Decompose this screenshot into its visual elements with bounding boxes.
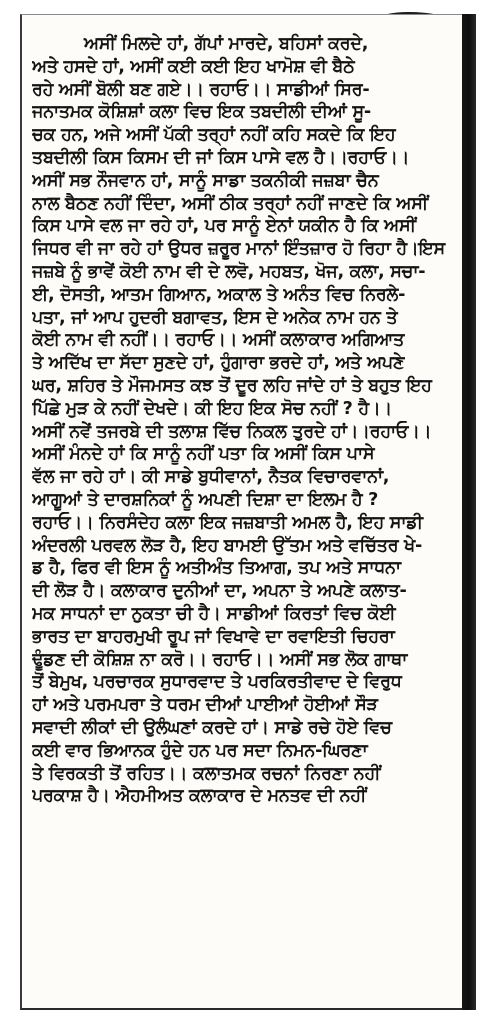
text-line: ਜਨਾਤਮਕ ਕੋਸ਼ਿਸ਼ਾਂ ਕਲਾ ਵਿਚ ਇਕ ਤਬਦੀਲੀ ਦੀਆਂ ਸੂ- [32, 102, 371, 123]
text-line: ਘਰ, ਸ਼ਹਿਰ ਤੇ ਮੌਜਮਸਤ ਕਝ ਤੋਂ ਦੂਰ ਲਹਿ ਜਾਂਦੇ ਹਾਂ ਤੇ ਬਹੁਤ ਇਹ [32, 375, 432, 396]
text-line: ਕੋਈ ਨਾਮ ਵੀ ਨਹੀਂ।। ਰਹਾਓ।। ਅਸੀਂ ਕਲਾਕਾਰ ਅਗਿਆਤ [32, 330, 405, 351]
text-line: ਜਿਧਰ ਵੀ ਜਾ ਰਹੇ ਹਾਂ ਉਧਰ ਜ਼ਰੂਰ ਮਾਨਾਂ ਇੰਤਜ਼ਾਰ ਹੋ ਰਿਹਾ ਹੈ।ਇਸ [32, 239, 445, 260]
text-line: ਤੋਂ ਬੇਮੁਖ, ਪਰਚਾਰਕ ਸੁਧਾਰਵਾਦ ਤੇ ਪਰਕਿਰਤੀਵਾਦ ਦੇ ਵਿਰੁਧ [32, 672, 402, 693]
text-line: ਆਗੂਆਂ ਤੇ ਦਾਰਸ਼ਨਿਕਾਂ ਨੂੰ ਅਪਣੀ ਦਿਸ਼ਾ ਦਾ ਇਲਮ ਹੈ ? [32, 489, 379, 510]
text-line: ਤੇ ਅਦਿੱਖ ਦਾ ਸੱਦਾ ਸੁਣਦੇ ਹਾਂ, ਹੁੰਗਾਰਾ ਭਰਦੇ ਹਾਂ, ਅਤੇ ਅਪਣੇ [32, 353, 405, 374]
text-line: ਅਸੀਂ ਮੰਨਦੇ ਹਾਂ ਕਿ ਸਾਨੂੰ ਨਹੀਂ ਪਤਾ ਕਿ ਅਸੀਂ ਕਿਸ ਪਾਸੇ [32, 444, 375, 465]
text-line: ਅਸੀਂ ਮਿਲਦੇ ਹਾਂ, ਗੱਪਾਂ ਮਾਰਦੇ, ਬਹਿਸਾਂ ਕਰਦੇ, [84, 34, 369, 54]
text-line: ਤੇ ਵਿਰਕਤੀ ਤੋਂ ਰਹਿਤ।। ਕਲਾਤਮਕ ਰਚਨਾਂ ਨਿਰਣਾ ਨਹੀਂ [32, 763, 381, 784]
text-line: ਤਬਦੀਲੀ ਕਿਸ ਕਿਸਮ ਦੀ ਜਾਂ ਕਿਸ ਪਾਸੇ ਵਲ ਹੈ।।ਰਹਾਓ।। [32, 147, 410, 168]
text-line: ਮਕ ਸਾਧਨਾਂ ਦਾ ਨੁਕਤਾ ਚੀ ਹੈ। ਸਾਡੀਆਂ ਕਿਰਤਾਂ ਵਿਚ ਕੋਈ [32, 603, 396, 624]
text-line: ਰਹਾਓ।। ਨਿਰਸੰਦੇਹ ਕਲਾ ਇਕ ਜਜ਼ਬਾਤੀ ਅਮਲ ਹੈ, ਇਹ ਸਾਡੀ [32, 512, 423, 533]
text-line: ਡ ਹੈ, ਫਿਰ ਵੀ ਇਸ ਨੂੰ ਅਤੀਅੰਤ ਤਿਆਗ, ਤਪ ਅਤੇ ਸਾਧਨਾ [32, 558, 401, 579]
text-line: ਚਕ ਹਨ, ਅਜੇ ਅਸੀਂ ਪੱਕੀ ਤਰ੍ਹਾਂ ਨਹੀਂ ਕਹਿ ਸਕਦੇ ਕਿ ਇਹ [32, 125, 396, 146]
text-line: ਕਿਸ ਪਾਸੇ ਵਲ ਜਾ ਰਹੇ ਹਾਂ, ਪਰ ਸਾਨੂੰ ਏਨਾਂ ਯਕੀਨ ਹੈ ਕਿ ਅਸੀਂ [32, 216, 416, 237]
text-line: ਵੱਲ ਜਾ ਰਹੇ ਹਾਂ। ਕੀ ਸਾਡੇ ਬੁਧੀਵਾਨਾਂ, ਨੈਤਕ ਵਿਚਾਰਵਾਨਾਂ, [32, 467, 390, 488]
text-line: ਪਿੱਛੇ ਮੁੜ ਕੇ ਨਹੀਂ ਦੇਖਦੇ। ਕੀ ਇਹ ਇਕ ਸੋਚ ਨਹੀਂ ? ਹੈ।। [32, 398, 392, 419]
text-line: ਹਾਂ ਅਤੇ ਪਰਮਪਰਾ ਤੇ ਧਰਮ ਦੀਆਂ ਪਾਈਆਂ ਹੋਈਆਂ ਸੌੜ [32, 695, 378, 716]
text-line: ਪਰਕਾਸ਼ ਹੈ। ਐਹਮੀਅਤ ਕਲਾਕਾਰ ਦੇ ਮਨਤਵ ਦੀ ਨਹੀਂ [32, 786, 367, 807]
text-line: ਕਈ ਵਾਰ ਭਿਆਨਕ ਹੁੰਦੇ ਹਨ ਪਰ ਸਦਾ ਨਿਮਨ-ਘਿਰਣਾ [32, 740, 368, 761]
text-line: ਢੂੰਡਣ ਦੀ ਕੋਸ਼ਿਸ਼ ਨਾ ਕਰੋ।। ਰਹਾਓ।। ਅਸੀਂ ਸਭ ਲੋਕ ਗਾਥਾ [32, 649, 408, 670]
text-line: ਰਹੇ ਅਸੀਂ ਬੋਲੀ ਬਣ ਗਏ।। ਰਹਾਓ।। ਸਾਡੀਆਂ ਸਿਰ- [32, 79, 370, 100]
manuscript-page [20, 14, 462, 1010]
text-line: ਨਾਲ ਬੈਠਣ ਨਹੀਂ ਦਿੰਦਾ, ਅਸੀਂ ਠੀਕ ਤਰ੍ਹਾਂ ਨਹੀਂ ਜਾਣਦੇ ਕਿ ਅਸੀਂ [32, 193, 428, 214]
text-line: ਅਸੀਂ ਨਵੇਂ ਤਜਰਬੇ ਦੀ ਤਲਾਸ਼ ਵਿੱਚ ਨਿਕਲ ਤੁਰਦੇ ਹਾਂ।।ਰਹਾਓ।। [32, 421, 432, 442]
text-line: ਈ, ਦੋਸਤੀ, ਆਤਮ ਗਿਆਨ, ਅਕਾਲ ਤੇ ਅਨੰਤ ਵਿਚ ਨਿਰਲੇ- [32, 284, 406, 305]
text-line: ਦੀ ਲੋੜ ਹੈ। ਕਲਾਕਾਰ ਦੁਨੀਆਂ ਦਾ, ਅਪਨਾ ਤੇ ਅਪਣੇ ਕਲਾਤ- [32, 581, 407, 602]
text-line: ਅਤੇ ਹਸਦੇ ਹਾਂ, ਅਸੀਂ ਕਈ ਕਈ ਇਹ ਖਾਮੋਸ਼ ਵੀ ਬੈਠੇ [32, 56, 355, 77]
text-line: ਪਤਾ, ਜਾਂ ਆਪ ਹੁਦਰੀ ਬਗਾਵਤ, ਇਸ ਦੇ ਅਨੇਕ ਨਾਮ ਹਨ ਤੇ [32, 307, 398, 328]
text-line: ਸਵਾਦੀ ਲੀਕਾਂ ਦੀ ਉਲੰਘਣਾਂ ਕਰਦੇ ਹਾਂ। ਸਾਡੇ ਰਚੇ ਹੋਏ ਵਿਚ [32, 717, 392, 738]
handwritten-text-block [32, 33, 460, 808]
text-line: ਜਜ਼ਬੇ ਨੂੰ ਭਾਵੇਂ ਕੋਈ ਨਾਮ ਵੀ ਦੇ ਲਵੋ, ਮਹਬਤ, ਖੋਜ, ਕਲਾ, ਸਚਾ- [32, 261, 426, 282]
text-line: ਅਸੀਂ ਸਭ ਨੌਜਵਾਨ ਹਾਂ, ਸਾਨੂੰ ਸਾਡਾ ਤਕਨੀਕੀ ਜਜ਼ਬਾ ਚੈਨ [32, 170, 379, 191]
text-line: ਭਾਰਤ ਦਾ ਬਾਹਰਮੁਖੀ ਰੂਪ ਜਾਂ ਵਿਖਾਵੇ ਦਾ ਰਵਾਇਤੀ ਚਿਹਰਾ [32, 626, 395, 647]
text-line: ਅੰਦਰਲੀ ਪਰਵਲ ਲੋੜ ਹੈ, ਇਹ ਬਾਮਈ ਉੱਤਮ ਅਤੇ ਵਚਿੱਤਰ ਖੇ- [32, 535, 423, 556]
